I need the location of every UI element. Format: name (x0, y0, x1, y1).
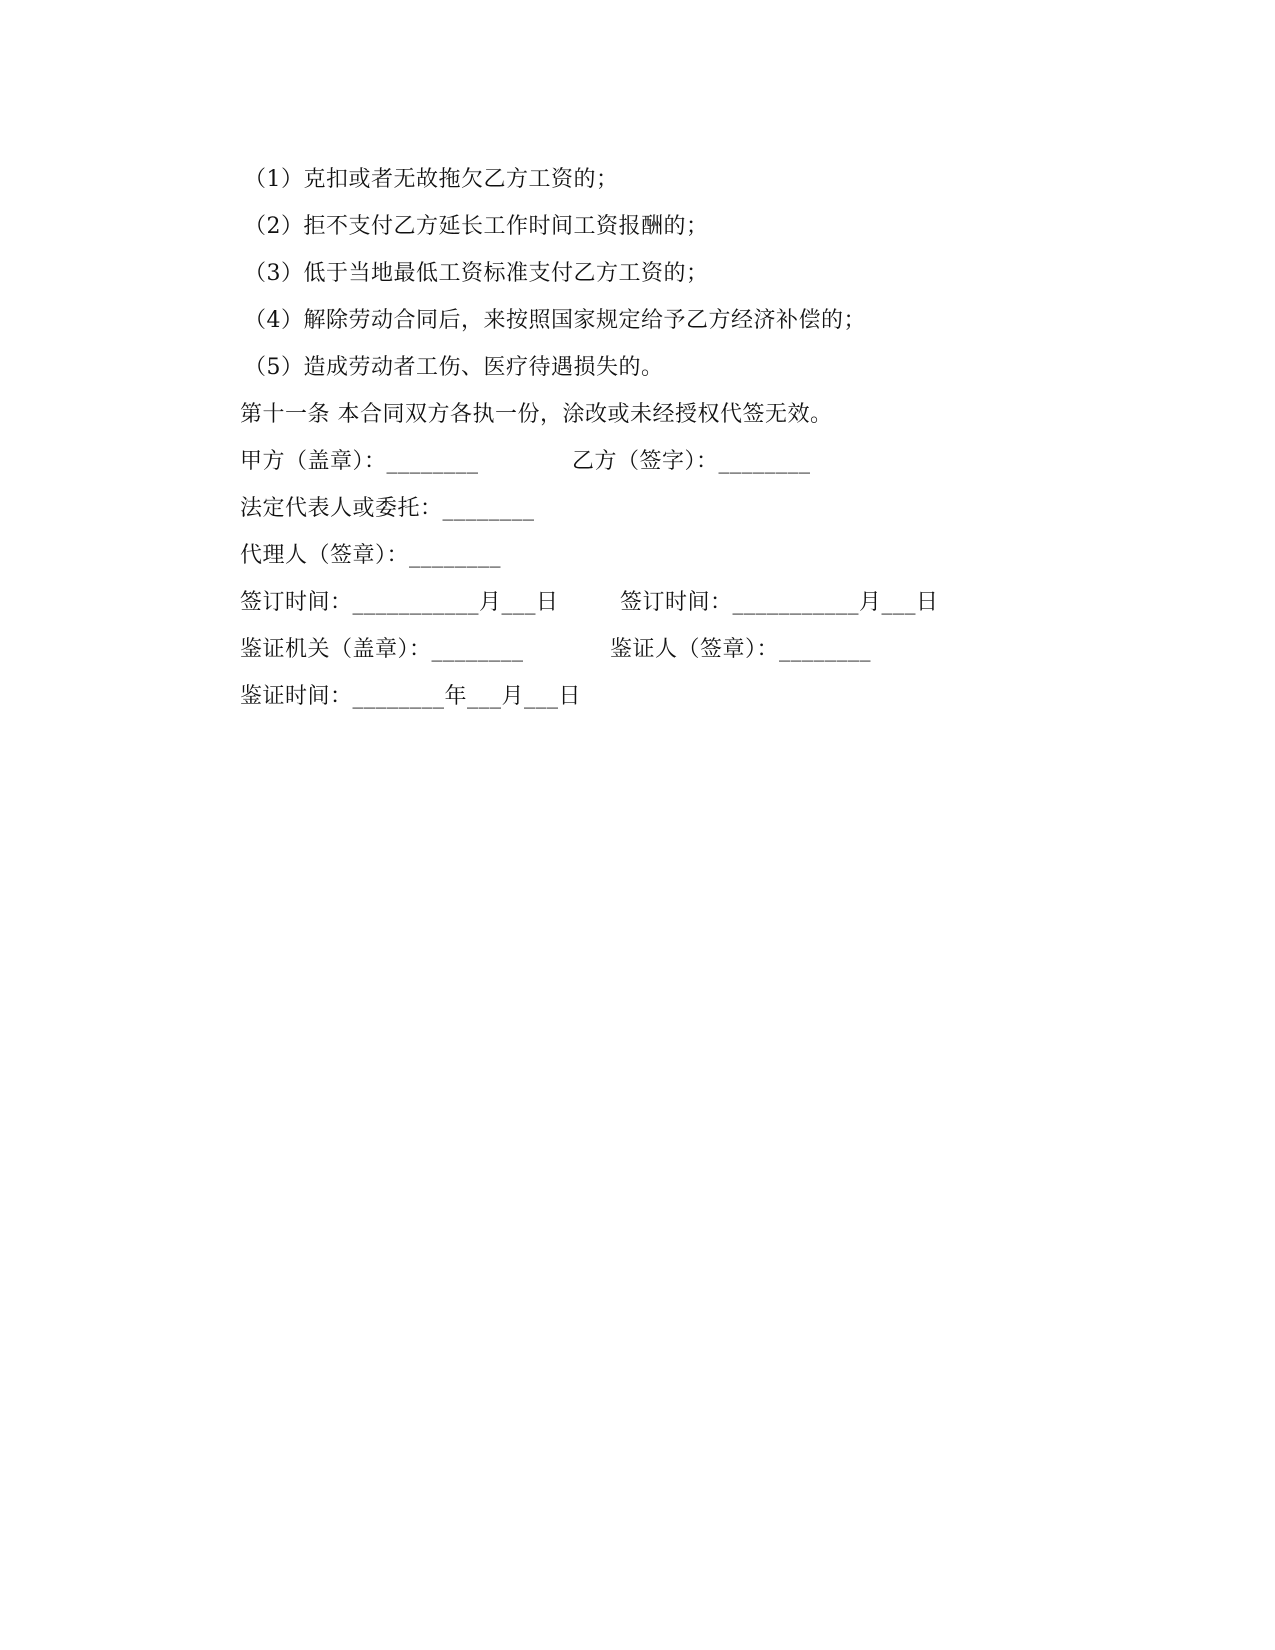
verification-org-seal: 鉴证机关（盖章）：________ (240, 637, 524, 662)
clause-item-5: （5）造成劳动者工伤、医疗待遇损失的。 (244, 355, 664, 380)
party-b-signature: 乙方（签字）：________ (572, 449, 811, 474)
sign-time-a: 签订时间：___________月___日 (240, 590, 559, 615)
clause-item-1: （1）克扣或者无故拖欠乙方工资的； (244, 167, 619, 192)
legal-representative: 法定代表人或委托：________ (240, 496, 535, 521)
clause-item-2: （2）拒不支付乙方延长工作时间工资报酬的； (244, 214, 709, 239)
article-11: 第十一条 本合同双方各执一份，涂改或未经授权代签无效。 (240, 402, 833, 427)
verifier-signature: 鉴证人（签章）：________ (610, 637, 872, 662)
clause-item-4: （4）解除劳动合同后，来按照国家规定给予乙方经济补偿的； (244, 308, 866, 333)
agent-signature: 代理人（签章）：________ (240, 543, 502, 568)
clause-item-3: （3）低于当地最低工资标准支付乙方工资的； (244, 261, 709, 286)
verification-time: 鉴证时间：________年___月___日 (240, 684, 582, 709)
party-a-seal: 甲方（盖章）：________ (240, 449, 479, 474)
sign-time-b: 签订时间：___________月___日 (620, 590, 939, 615)
